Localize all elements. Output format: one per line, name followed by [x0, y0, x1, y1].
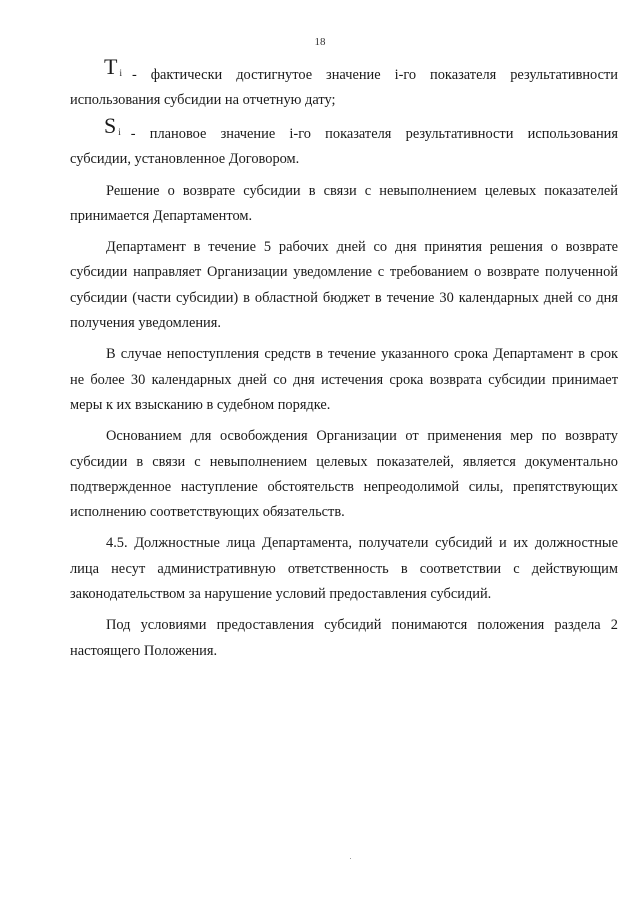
definition-t [70, 54, 618, 113]
definition-t-line1: - фактически достигнутое значение i-го показателя результативности [131, 66, 618, 83]
definition-t-line2: использования субсидии на отчетную дату; [70, 92, 336, 108]
definition-s-line2: субсидии, установленное Договором. [70, 151, 300, 168]
paragraph-decision: Решение о возврате субсидии в связи с невыполнением целевых показателей принимается Департаментом. [70, 182, 618, 224]
definition-s [70, 113, 618, 172]
symbol-t: T $_i$ [104, 54, 122, 79]
scan-dot [350, 858, 351, 859]
symbol-s: S $_i$ [104, 113, 121, 139]
paragraph-4-5: 4.5. Должностные лица Департамента, получатели субсидий и их должностные лица несут административную ответственность в соответствии с действующим законодательством за нарушение условий предоставления субсидий. [70, 535, 618, 603]
paragraph-recovery: В случае непоступления средств в течение указанного срока Департамент в срок не более 30 календарных дней со дня истечения срока возврата субсидии принимает меры к их взысканию в судебном порядке. [70, 346, 618, 413]
page-number: 18 [314, 36, 326, 48]
paragraph-force-majeure: Основанием для освобождения Организации от применения мер по возврату субсидии в связи с невыполнением целевых показателей, является документально подтвержденное наступление обстоятельств непреодолимой силы, препятствующих исполнению соответствующих обязательств. [70, 428, 618, 521]
paragraph-conditions: Под условиями предоставления субсидий понимаются положения раздела 2 настоящего Положения. [70, 617, 618, 659]
paragraph-notification: Департамент в течение 5 рабочих дней со дня принятия решения о возврате субсидии направляет Организации уведомление с требованием о возврате полученной субсидии (части субсидии) в областной бюджет в течение 30 календарных дней со дня получения уведомления. [70, 239, 618, 332]
document-body [70, 54, 618, 664]
definition-s-line1: - плановое значение i-го показателя результативности использования [130, 126, 618, 142]
